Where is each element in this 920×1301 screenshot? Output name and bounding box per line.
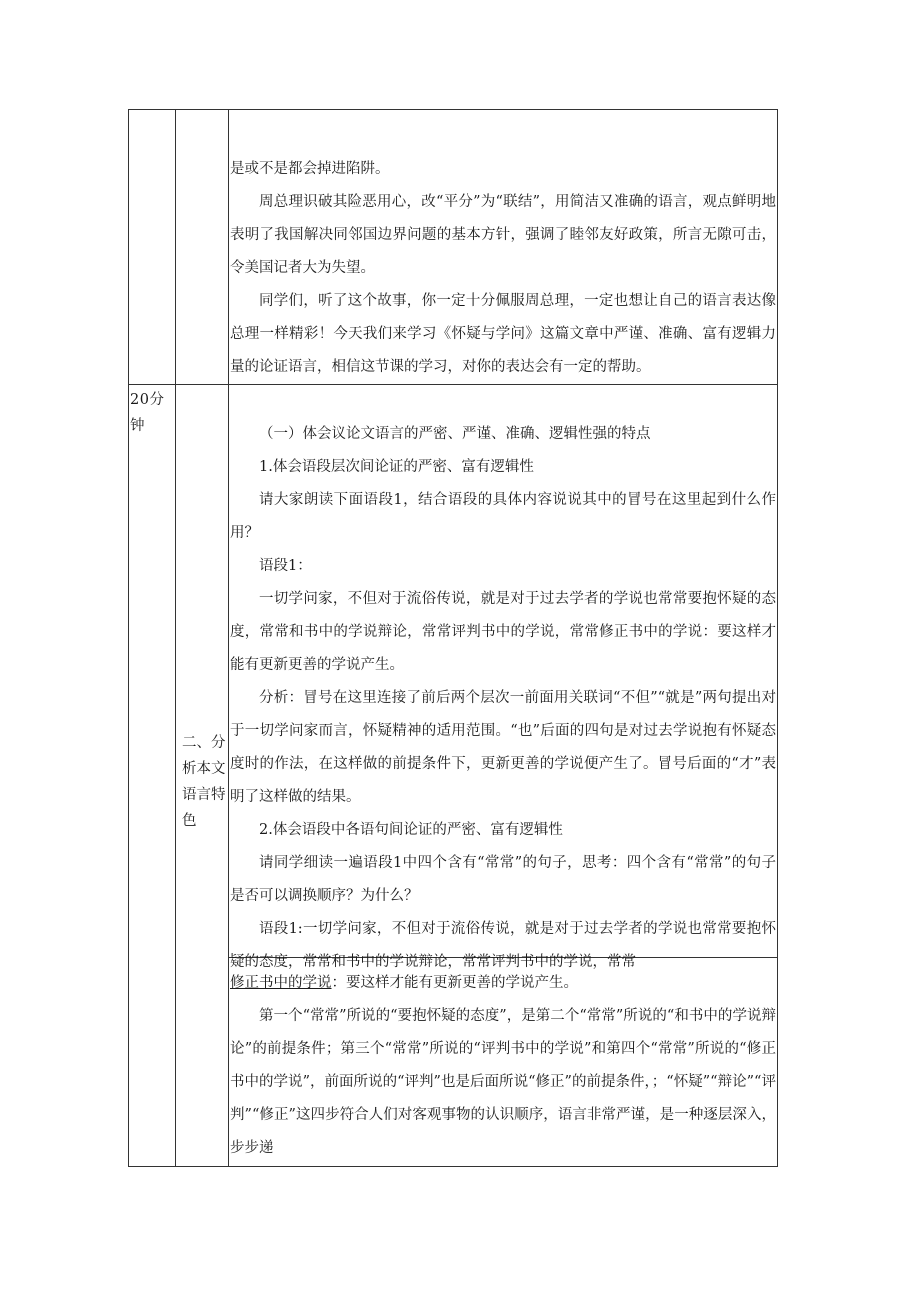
section-heading: （一）体会议论文语言的严密、严谨、准确、逻辑性强的特点 [259,426,651,442]
column-divider-1 [175,109,176,1167]
row2-content [230,418,776,979]
paragraph: 是或不是都会掉进陷阱。 [230,161,390,177]
time-cell: 20分钟 [130,392,165,434]
passage-label: 语段1： [259,558,312,574]
passage-text: 一切学问家，不但对于流俗传说，就是对于过去学者的学说也常常要抱怀疑的态度，常常和书中的学说辩论，常常评判书中的学说，常常修正书中的学说：要这样才能有更新更善的学说产生。 [230,591,776,673]
table-top-border [128,109,778,110]
passage-continuation [230,967,776,1000]
subheading: 2.体会语段中各语句间论证的严密、富有逻辑性 [259,822,563,838]
table-left-border [128,109,129,1167]
table-right-border [777,109,778,1167]
subheading: 1.体会语段层次间论证的严密、富有逻辑性 [259,459,534,475]
underlined-phrase: 修正书中的学说 [230,975,332,991]
paragraph: 同学们，听了这个故事，你一定十分佩服周总理，一定也想让自己的语言表达像总理一样精彩！今天我们来学习《怀疑与学问》这篇文章中严谨、准确、富有逻辑力量的论证语言，相信这节课的学习，对你的表达会有一定的帮助。 [230,293,776,375]
section-title-cell: 二、分析本文语言特色 [182,735,226,829]
table-bottom-border [128,1166,778,1167]
explanation-text: 第一个“常常”所说的“要抱怀疑的态度”，是第二个“常常”所说的“和书中的学说辩论”的前提条件；第三个“常常”所说的“评判书中的学说”和第四个“常常”所说的“修正书中的学说”，前面所说的“评判”也是后面所说“修正”的前提条件，；“怀疑”“辩论”“评判”“修正”这四步符合人们对客观事物的认识顺序，语言非常严谨，是一种逐层深入，步步递 [230,1008,776,1156]
analysis-text: 分析：冒号在这里连接了前后两个层次一前面用关联词“不但”“就是”两句提出对于一切学问家而言，怀疑精神的适用范围。“也”后面的四句是对过去学说抱有怀疑态度时的作法，在这样做的前提条件下，更新更善的学说便产生了。冒号后面的“才”表明了这样做的结果。 [230,690,776,805]
question: 请同学细读一遍语段1中四个含有“常常”的句子，思考：四个含有“常常”的句子是否可以调换顺序？为什么？ [230,855,776,904]
continuation-text: ：要这样才能有更新更善的学说产生。 [331,975,578,991]
column-divider-2 [228,109,229,1167]
row1-content [230,153,776,384]
row3-content [230,967,776,1165]
paragraph: 周总理识破其险恶用心，改“平分”为“联结”，用简洁又准确的语言，观点鲜明地表明了我国解决同邻国边界问题的基本方针，强调了睦邻友好政策，所言无隙可击，令美国记者大为失望。 [230,194,776,276]
passage-text: 语段1:一切学问家，不但对于流俗传说，就是对于过去学者的学说也常常要抱怀疑的态度，常常和书中的学说辩论，常常评判书中的学说，常常 [230,921,776,970]
row-divider-1 [128,384,778,385]
question: 请大家朗读下面语段1，结合语段的具体内容说说其中的冒号在这里起到什么作用？ [230,492,776,541]
